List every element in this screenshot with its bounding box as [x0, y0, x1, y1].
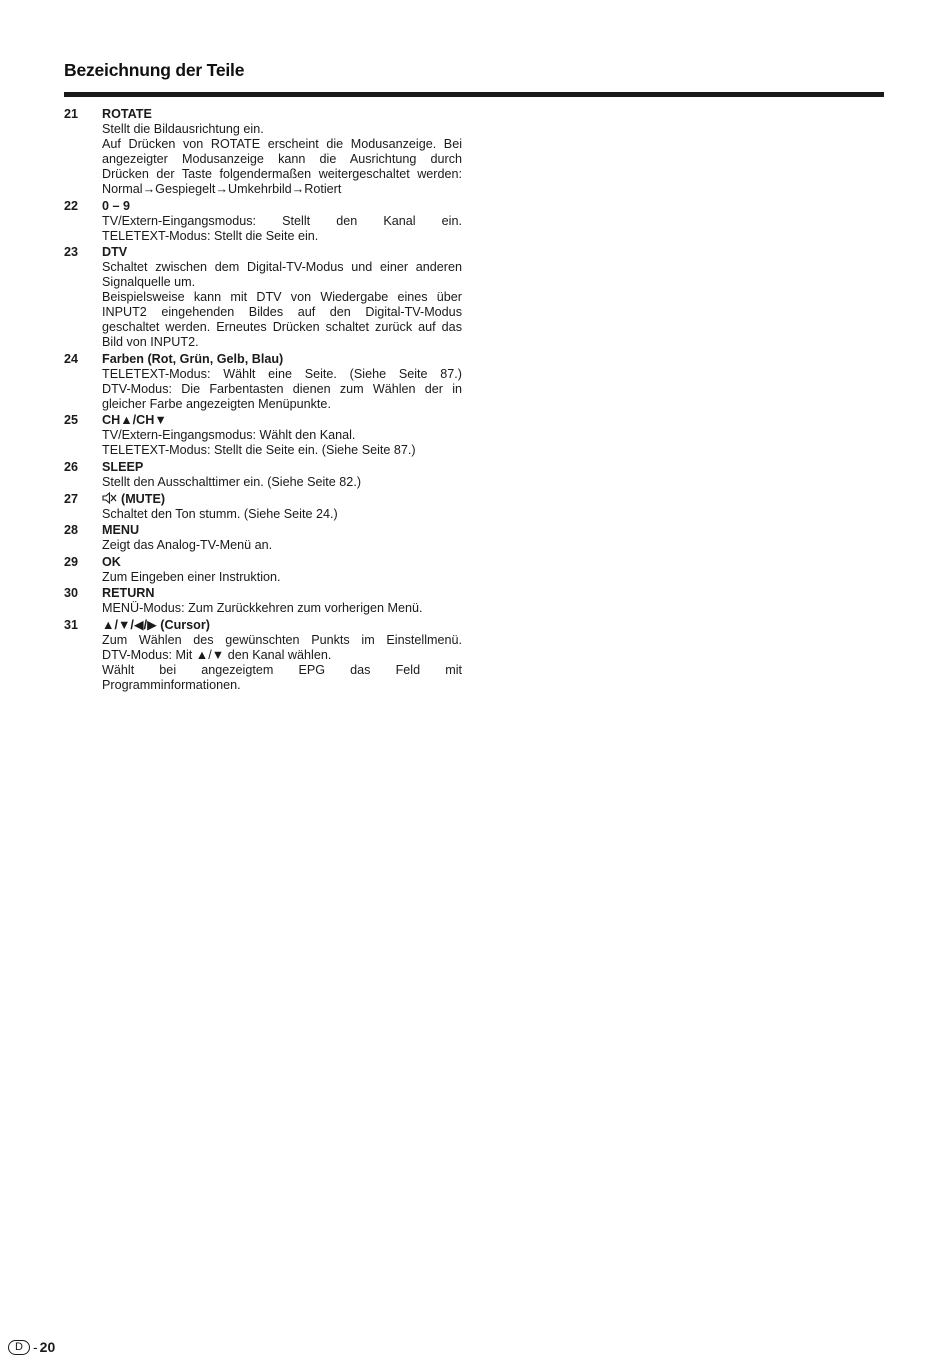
item-description-line: geschaltet werden. Erneutes Drücken schaltet zurück auf das	[102, 320, 462, 335]
item-description-line: gleicher Farbe angezeigten Menüpunkte.	[102, 396, 331, 411]
item-number: 25	[64, 413, 79, 428]
item-number: 31	[64, 617, 79, 632]
item-heading-text: CH▲/CH▼	[102, 413, 167, 428]
page-title: Bezeichnung der Teile	[64, 60, 245, 80]
item-heading-text: 0 – 9	[102, 198, 131, 213]
item-description-line: Auf Drücken von ROTATE erscheint die Modusanzeige. Bei	[102, 137, 462, 151]
list-item	[64, 492, 462, 522]
item-description-line: Beispielsweise kann mit DTV von Wiedergabe eines über	[102, 290, 462, 305]
item-description-line: Zeigt das Analog-TV-Menü an.	[102, 538, 273, 553]
item-description-line: DTV-Modus: Mit ▲/▼ den Kanal wählen.	[102, 647, 332, 662]
item-description-line: Zum Wählen des gewünschten Punkts im Einstellmenü.	[102, 632, 462, 647]
item-description-line: MENÜ-Modus: Zum Zurückkehren zum vorherigen Menü.	[102, 601, 423, 616]
item-number: 22	[64, 198, 79, 213]
list-item	[64, 245, 462, 350]
item-number: 26	[64, 459, 79, 474]
item-description-line: Zum Eingeben einer Instruktion.	[102, 569, 281, 584]
item-heading	[102, 352, 462, 367]
item-description-line: TELETEXT-Modus: Wählt eine Seite. (Siehe Seite 87.)	[102, 366, 462, 381]
list-item	[64, 352, 462, 412]
item-description-line: Wählt bei angezeigtem EPG das Feld mit	[102, 662, 462, 677]
item-description-line: Schaltet zwischen dem Digital-TV-Modus und einer anderen	[102, 260, 462, 275]
item-heading-text: SLEEP	[102, 459, 144, 474]
item-heading	[102, 586, 462, 601]
item-description-line: Stellt die Bildausrichtung ein.	[102, 122, 264, 136]
item-heading-text: ▲/▼/◀/▶ (Cursor)	[102, 617, 210, 632]
list-item	[64, 107, 462, 197]
item-heading	[102, 523, 462, 538]
item-number: 21	[64, 107, 79, 121]
list-item	[64, 586, 462, 616]
item-description-line: Normal→Gespiegelt→Umkehrbild→Rotiert	[102, 182, 342, 196]
item-number: 30	[64, 586, 79, 601]
item-description-line: DTV-Modus: Die Farbentasten dienen zum Wählen der in	[102, 381, 462, 396]
list-item	[64, 555, 462, 585]
item-heading-text: ROTATE	[102, 107, 152, 121]
mute-speaker-icon	[102, 492, 117, 504]
item-number: 29	[64, 554, 79, 569]
item-heading	[102, 413, 462, 428]
item-description-line: Schaltet den Ton stumm. (Siehe Seite 24.)	[102, 506, 338, 521]
list-item	[64, 523, 462, 553]
page-footer	[8, 1339, 55, 1355]
page-number: 20	[39, 1339, 56, 1355]
item-description-line: TELETEXT-Modus: Stellt die Seite ein. (Siehe Seite 87.)	[102, 443, 416, 458]
item-description-line: Bild von INPUT2.	[102, 335, 199, 350]
item-description-line: INPUT2 eingehenden Bildes auf den Digital-TV-Modus	[102, 305, 462, 320]
parts-list	[64, 107, 462, 695]
item-description-line: Stellt den Ausschalttimer ein. (Siehe Seite 82.)	[102, 474, 362, 489]
item-description-line: TV/Extern-Eingangsmodus: Stellt den Kanal ein.	[102, 213, 462, 228]
list-item	[64, 460, 462, 490]
item-number: 28	[64, 523, 79, 538]
item-heading-text: (MUTE)	[121, 491, 166, 506]
item-heading	[102, 460, 462, 475]
item-heading-text: OK	[102, 554, 121, 569]
item-description-line: Signalquelle um.	[102, 275, 196, 290]
item-description-line: Drücken der Taste folgendermaßen weitergeschaltet werden:	[102, 167, 462, 181]
list-item	[64, 199, 462, 244]
item-number: 23	[64, 245, 79, 260]
item-heading	[102, 618, 462, 633]
item-heading-text: RETURN	[102, 586, 155, 601]
item-description-line: TELETEXT-Modus: Stellt die Seite ein.	[102, 228, 319, 243]
item-description-line: TV/Extern-Eingangsmodus: Wählt den Kanal.	[102, 428, 356, 443]
list-item	[64, 413, 462, 458]
title-divider	[64, 92, 884, 97]
item-heading	[102, 199, 462, 214]
item-heading-text: DTV	[102, 245, 128, 260]
item-number: 24	[64, 351, 79, 366]
item-heading	[102, 245, 462, 260]
item-heading	[102, 492, 462, 507]
list-item	[64, 618, 462, 693]
item-heading	[102, 555, 462, 570]
item-description-line: angezeigter Modusanzeige kann die Ausrichtung durch	[102, 152, 462, 166]
item-heading-text: MENU	[102, 523, 140, 538]
page-separator: -	[33, 1339, 38, 1355]
language-badge: D	[8, 1340, 30, 1355]
item-description-line: Programminformationen.	[102, 677, 241, 692]
item-heading	[102, 107, 462, 122]
item-heading-text: Farben (Rot, Grün, Gelb, Blau)	[102, 351, 284, 366]
item-number: 27	[64, 491, 79, 506]
